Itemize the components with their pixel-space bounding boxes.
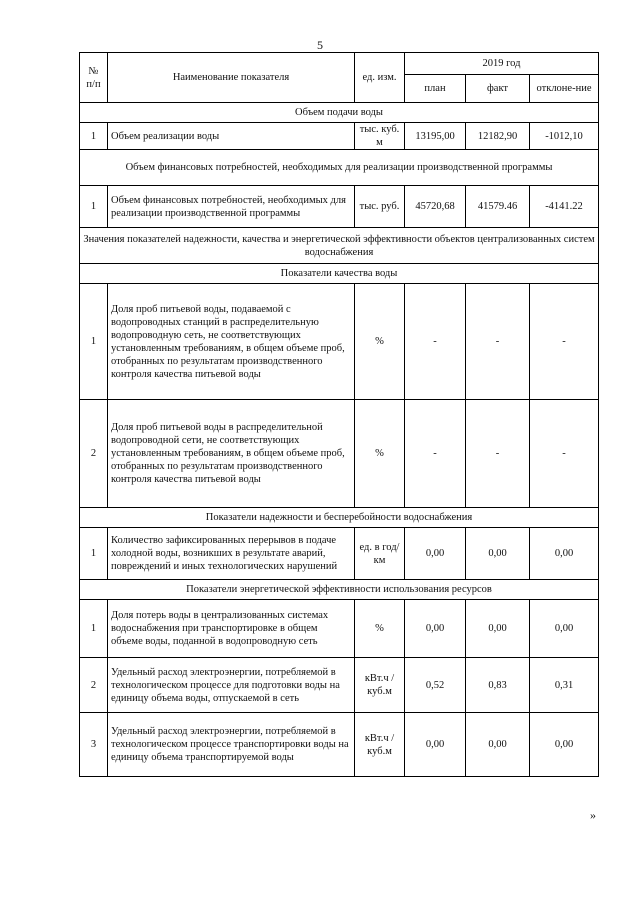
section-header-row — [80, 103, 599, 123]
row-name: Объем финансовых потребностей, необходимых для реализации производственной программы — [108, 186, 355, 228]
row-num: 3 — [80, 713, 108, 777]
row-deviation: -1012,10 — [530, 123, 599, 150]
row-unit: % — [355, 284, 405, 400]
section-header-row — [80, 150, 599, 186]
row-plan: - — [405, 400, 466, 508]
closing-quote: » — [590, 808, 596, 822]
table-row — [80, 123, 599, 150]
row-unit: % — [355, 400, 405, 508]
row-num: 1 — [80, 284, 108, 400]
row-num: 2 — [80, 400, 108, 508]
row-fact: 0,83 — [466, 658, 530, 713]
row-name: Доля потерь воды в централизованных системах водоснабжения при транспортировке в общем объеме воды, поданной в водопроводную сеть — [108, 600, 355, 658]
section-title: Показатели качества воды — [80, 264, 599, 284]
row-num: 1 — [80, 600, 108, 658]
row-unit: кВт.ч / куб.м — [355, 713, 405, 777]
table-row — [80, 284, 599, 400]
row-unit: % — [355, 600, 405, 658]
row-deviation: - — [530, 400, 599, 508]
row-name: Удельный расход электроэнергии, потребляемой в технологическом процессе транспортировки воды на единицу объема транспортируемой воды — [108, 713, 355, 777]
section-title: Показатели надежности и бесперебойности водоснабжения — [80, 508, 599, 528]
row-unit: ед. в год/ км — [355, 528, 405, 580]
row-num: 1 — [80, 528, 108, 580]
page-number: 5 — [317, 38, 323, 52]
header-fact: факт — [466, 75, 530, 103]
row-name: Удельный расход электроэнергии, потребляемой в технологическом процессе для подготовки воды на единицу объема воды, отпускаемой в сеть — [108, 658, 355, 713]
indicators-table — [79, 52, 599, 777]
section-header-row — [80, 228, 599, 264]
table-row — [80, 186, 599, 228]
row-fact: 0,00 — [466, 600, 530, 658]
table-row — [80, 600, 599, 658]
section-title: Объем подачи воды — [80, 103, 599, 123]
row-num: 1 — [80, 123, 108, 150]
header-row — [80, 53, 599, 75]
section-header-row — [80, 264, 599, 284]
row-name: Доля проб питьевой воды, подаваемой с водопроводных станций в распределительную водопроводную сеть, не соответствующих установленным требованиям, в общем объеме проб, отобранных по результатам производственного контроля качества питьевой воды — [108, 284, 355, 400]
header-plan: план — [405, 75, 466, 103]
row-deviation: - — [530, 284, 599, 400]
table-row — [80, 713, 599, 777]
section-header-row — [80, 508, 599, 528]
row-unit: тыс. руб. — [355, 186, 405, 228]
row-unit: тыс. куб. м — [355, 123, 405, 150]
row-deviation: 0,00 — [530, 528, 599, 580]
row-deviation: 0,00 — [530, 713, 599, 777]
row-num: 1 — [80, 186, 108, 228]
row-fact: - — [466, 284, 530, 400]
row-num: 2 — [80, 658, 108, 713]
header-num: № п/п — [80, 53, 108, 103]
row-plan: 0,00 — [405, 528, 466, 580]
row-plan: 13195,00 — [405, 123, 466, 150]
row-deviation: 0,00 — [530, 600, 599, 658]
header-deviation: отклоне-ние — [530, 75, 599, 103]
row-plan: - — [405, 284, 466, 400]
row-plan: 0,52 — [405, 658, 466, 713]
table-body — [80, 53, 599, 777]
table-row — [80, 528, 599, 580]
row-plan: 0,00 — [405, 713, 466, 777]
section-header-row — [80, 580, 599, 600]
row-fact: 41579.46 — [466, 186, 530, 228]
table-row — [80, 658, 599, 713]
section-title: Объем финансовых потребностей, необходимых для реализации производственной программы — [80, 150, 599, 186]
row-unit: кВт.ч / куб.м — [355, 658, 405, 713]
row-name: Объем реализации воды — [108, 123, 355, 150]
section-title: Значения показателей надежности, качества и энергетической эффективности объектов централизованных систем водоснабжения — [80, 228, 599, 264]
row-fact: - — [466, 400, 530, 508]
row-name: Доля проб питьевой воды в распределительной водопроводной сети, не соответствующих установленным требованиям, в общем объеме проб, отобранных по результатам производственного контроля качества питьевой воды — [108, 400, 355, 508]
header-unit: ед. изм. — [355, 53, 405, 103]
row-plan: 45720,68 — [405, 186, 466, 228]
row-name: Количество зафиксированных перерывов в подаче холодной воды, возникших в результате аварий, повреждений и иных технологических нарушений — [108, 528, 355, 580]
row-fact: 0,00 — [466, 528, 530, 580]
row-fact: 0,00 — [466, 713, 530, 777]
section-title: Показатели энергетической эффективности использования ресурсов — [80, 580, 599, 600]
row-plan: 0,00 — [405, 600, 466, 658]
header-year: 2019 год — [405, 53, 599, 75]
row-fact: 12182,90 — [466, 123, 530, 150]
row-deviation: -4141.22 — [530, 186, 599, 228]
header-name: Наименование показателя — [108, 53, 355, 103]
table-row — [80, 400, 599, 508]
row-deviation: 0,31 — [530, 658, 599, 713]
